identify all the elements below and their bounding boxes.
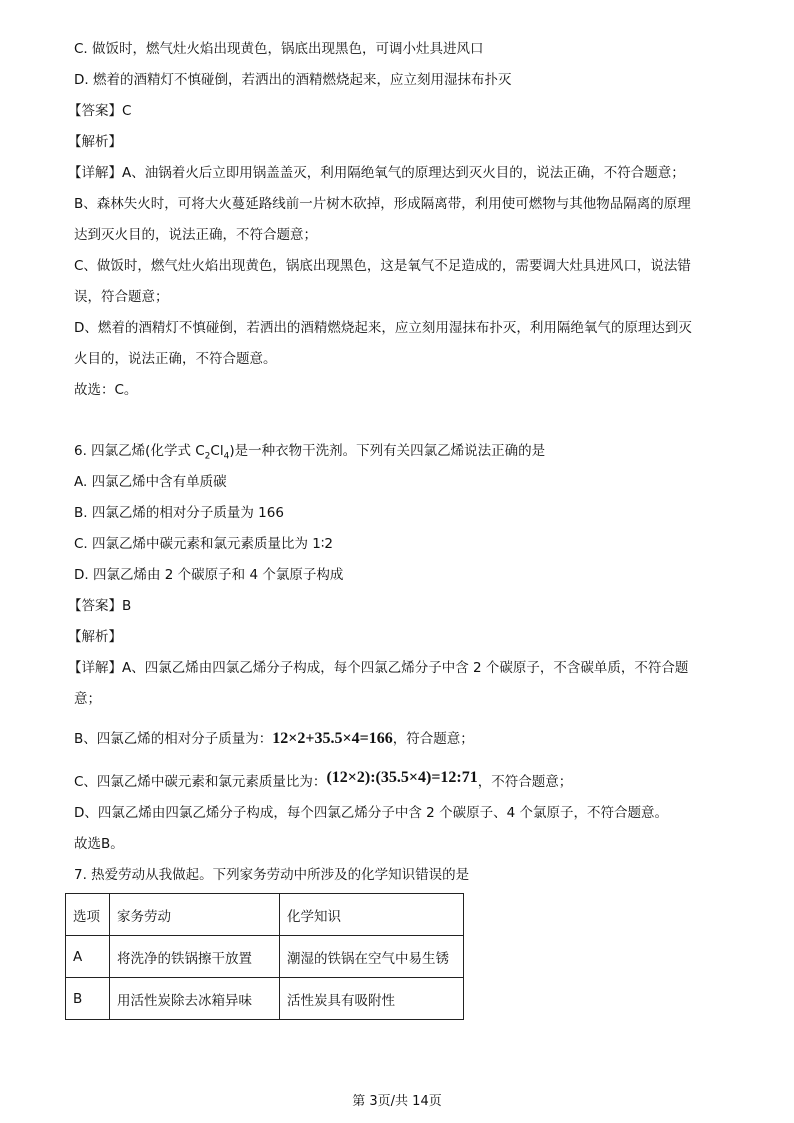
q5-answer: 【答案】C [68,103,132,119]
formula: 12×2+35.5×4=166 [272,730,393,747]
q6-option-d: D. 四氯乙烯由 2 个碳原子和 4 个氯原子构成 [74,567,344,583]
q6-detail-b: B、四氯乙烯的相对分子质量为：12×2+35.5×4=166，符合题意； [74,730,474,747]
q5-detail-line: D、燃着的酒精灯不慎碰倒，若洒出的酒精燃烧起来，应立刻用湿抹布扑灭，利用隔绝氧气的原理达到灭 [74,320,692,336]
table-cell: A [66,936,110,978]
table-row [66,978,464,1020]
q6-option-c: C. 四氯乙烯中碳元素和氯元素质量比为 1∶2 [74,536,333,552]
q5-analysis-heading: 【解析】 [68,134,122,150]
q5-option-d: D. 燃着的酒精灯不慎碰倒，若洒出的酒精燃烧起来，应立刻用湿抹布扑灭 [74,72,512,88]
q6-conclusion: 故选B。 [74,836,124,852]
q5-detail-line: 【详解】A、油锅着火后立即用锅盖盖灭，利用隔绝氧气的原理达到灭火目的，说法正确，不符合题意； [68,165,685,181]
table-header-cell: 化学知识 [280,894,464,936]
table-header-cell: 选项 [66,894,110,936]
table-header-row [66,894,464,936]
q6-option-a: A. 四氯乙烯中含有单质碳 [74,474,227,490]
formula: (12×2):(35.5×4)=12:71 [326,769,478,786]
table-cell: 将洗净的铁锅擦干放置 [110,936,280,978]
q6-option-b: B. 四氯乙烯的相对分子质量为 166 [74,505,284,521]
page-number: 第 3页/共 14页 [352,1094,442,1109]
q5-detail-line: B、森林失火时，可将大火蔓延路线前一片树木砍掉，形成隔离带，利用使可燃物与其他物品隔离的原理 [74,196,691,212]
q6-detail-c: C、四氯乙烯中碳元素和氯元素质量比为：(12×2):(35.5×4)=12:71，不符合题意； [74,769,573,790]
q6-detail-a: 【详解】A、四氯乙烯由四氯乙烯分子构成，每个四氯乙烯分子中含 2 个碳原子，不含碳单质，不符合题 [68,660,689,676]
q6-stem: 6. 四氯乙烯(化学式 $C_2Cl_4$)是一种衣物干洗剂。下列有关四氯乙烯说法正确的是 [74,443,546,462]
q5-detail-line: C、做饭时，燃气灶火焰出现黄色，锅底出现黑色，这是氧气不足造成的，需要调大灶具进风口，说法错 [74,258,691,274]
q5-conclusion: 故选：C。 [74,382,138,398]
q7-table [65,893,464,1020]
q7-stem: 7. 热爱劳动从我做起。下列家务劳动中所涉及的化学知识错误的是 [74,867,470,883]
q5-detail-line: 达到灭火目的，说法正确，不符合题意； [74,227,317,243]
table-cell: 活性炭具有吸附性 [280,978,464,1020]
q5-detail-line: 误，符合题意； [74,289,169,305]
q5-detail-line: 火目的，说法正确，不符合题意。 [74,351,277,367]
q6-detail-d: D、四氯乙烯由四氯乙烯分子构成，每个四氯乙烯分子中含 2 个碳原子、4 个氯原子，不符合题意。 [74,805,668,821]
q6-analysis-heading: 【解析】 [68,629,122,645]
table-cell: B [66,978,110,1020]
table-row [66,936,464,978]
q6-answer: 【答案】B [68,598,132,614]
q5-option-c: C. 做饭时，燃气灶火焰出现黄色，锅底出现黑色，可调小灶具进风口 [74,41,484,57]
table-cell: 潮湿的铁锅在空气中易生锈 [280,936,464,978]
table-header-cell: 家务劳动 [110,894,280,936]
q6-detail-a-cont: 意； [74,691,101,707]
table-cell: 用活性炭除去冰箱异味 [110,978,280,1020]
